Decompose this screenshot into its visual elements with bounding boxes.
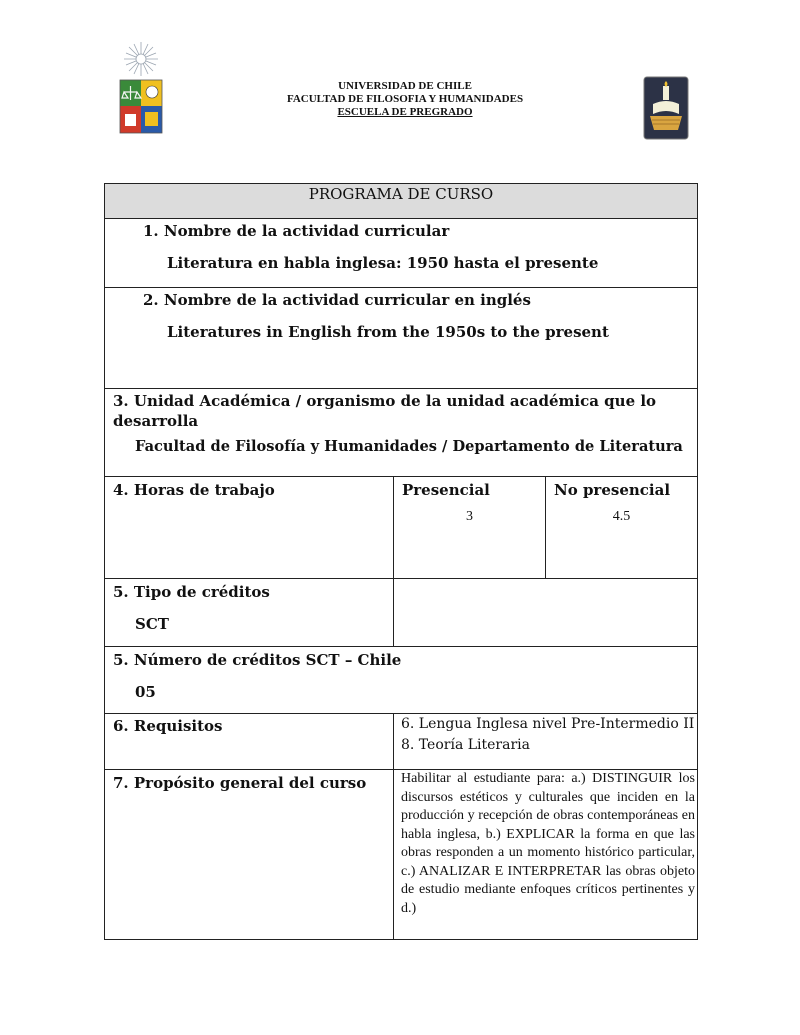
requirement-item: 6. Lengua Inglesa nivel Pre-Intermedio II — [401, 716, 695, 732]
academic-unit-value: Facultad de Filosofía y Humanidades / Departamento de Literatura — [135, 438, 683, 455]
credit-number-label: 5. Número de créditos SCT – Chile — [113, 651, 402, 669]
institution-heading — [220, 80, 590, 119]
university-name: UNIVERSIDAD DE CHILE — [338, 80, 472, 92]
faculty-emblem-logo — [643, 76, 689, 140]
school-name: ESCUELA DE PREGRADO — [337, 106, 473, 118]
presencial-cell — [394, 477, 546, 579]
requirement-item: 8. Teoría Literaria — [401, 737, 530, 753]
credit-type-label: 5. Tipo de créditos — [113, 583, 270, 601]
purpose-text: Habilitar al estudiante para: a.) DISTINGUIR los discursos estéticos y culturales que inciden en la producción y recepción de obras contemporáneas en habla inglesa, b.) EXPLICAR la forma en que las obras responden a un momento histórico particular, c.) ANALIZAR E INTERPRETAR las obras objeto de estudio mediante enfoques críticos pertinentes y d.) — [401, 771, 695, 916]
credit-type-empty-cell — [394, 579, 698, 647]
work-hours-label-cell — [105, 477, 394, 579]
credit-number-value: 05 — [135, 683, 156, 701]
credit-number-cell — [105, 647, 698, 714]
course-program-table — [104, 183, 698, 940]
faculty-name: FACULTAD DE FILOSOFIA Y HUMANIDADES — [286, 93, 524, 105]
purpose-label-cell — [105, 770, 394, 940]
presencial-label: Presencial — [402, 481, 490, 499]
requirements-label-cell — [105, 714, 394, 770]
course-name-english-label: 2. Nombre de la actividad curricular en inglés — [143, 291, 531, 309]
academic-unit-label-line2: desarrolla — [113, 412, 199, 430]
university-crest-logo — [112, 40, 170, 140]
requirements-value-cell — [394, 714, 698, 770]
page-header — [0, 0, 800, 160]
credit-type-value: SCT — [135, 615, 169, 633]
program-title: PROGRAMA DE CURSO — [105, 184, 698, 219]
section-academic-unit — [105, 389, 698, 477]
course-name-label: 1. Nombre de la actividad curricular — [143, 222, 450, 240]
work-hours-label: 4. Horas de trabajo — [113, 481, 275, 499]
presencial-hours: 3 — [466, 509, 473, 524]
no-presencial-hours: 4.5 — [612, 509, 631, 524]
course-name-english-value: Literatures in English from the 1950s to the present — [167, 323, 609, 341]
requirements-label: 6. Requisitos — [113, 717, 223, 735]
purpose-value-cell — [394, 770, 698, 940]
section-course-name — [105, 219, 698, 288]
academic-unit-label-line1: 3. Unidad Académica / organismo de la unidad académica que lo — [113, 392, 657, 410]
section-course-name-english — [105, 288, 698, 389]
no-presencial-cell — [546, 477, 698, 579]
purpose-label: 7. Propósito general del curso — [113, 774, 367, 792]
course-name-value: Literatura en habla inglesa: 1950 hasta el presente — [167, 254, 599, 272]
credit-type-cell — [105, 579, 394, 647]
no-presencial-label: No presencial — [554, 481, 671, 499]
